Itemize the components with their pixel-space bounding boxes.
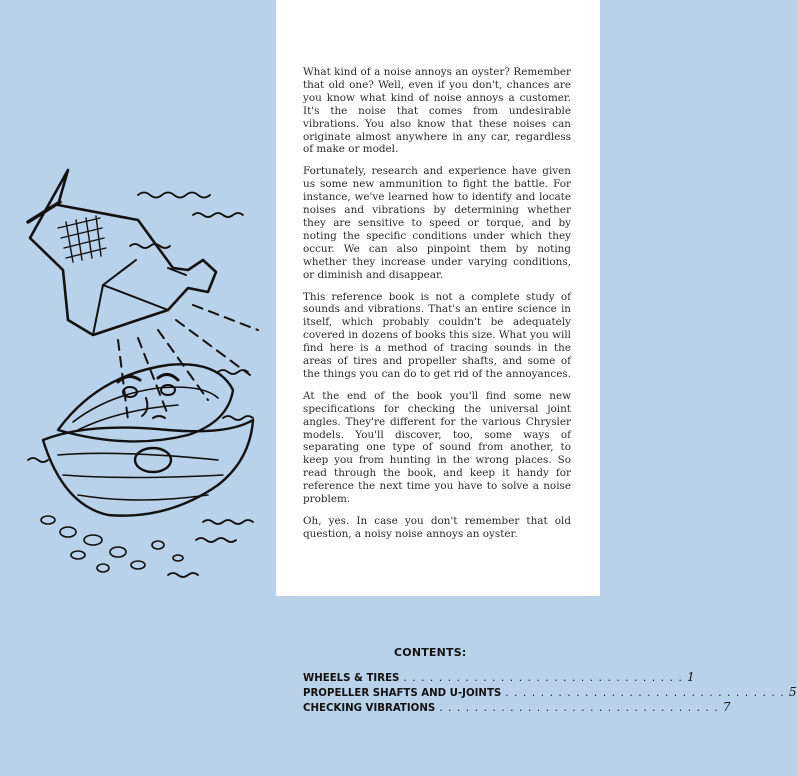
paragraph: Oh, yes. In case you don't remember that old question, a noisy noise annoys an oyster. <box>303 515 571 540</box>
toc-item-label: PROPELLER SHAFTS AND U-JOINTS <box>303 688 502 699</box>
toc-leader-dots: . . . . . . . . . . . . . . . . . . . . . . . . . . . . . . . . <box>505 688 785 699</box>
toc-item-checking-vibrations[interactable] <box>303 700 731 715</box>
toc-item-page: 1 <box>687 670 695 684</box>
paragraph: This reference book is not a complete study of sounds and vibrations. That's an entire science in itself, which probably couldn't be adequately covered in dozens of books this size. What you will find here is a method of tracing sounds in the areas of tires and propeller shafts, and some of the things you can do to get rid of the annoyances. <box>303 290 572 380</box>
toc-leader-dots: . . . . . . . . . . . . . . . . . . . . . . . . . . . . . . . . <box>439 703 719 714</box>
toc-item-page: 7 <box>722 700 731 714</box>
cartoon-oyster-illustration <box>18 160 270 590</box>
toc-item-label: CHECKING VIBRATIONS <box>303 703 436 714</box>
toc-item-wheels-tires[interactable] <box>303 670 695 685</box>
toc-item-page: 5 <box>788 685 797 699</box>
toc-item-label: WHEELS & TIRES <box>303 673 400 684</box>
paragraph: At the end of the book you'll find some new specifications for checking the universal joint angles. They're different for the various Chrysler models. You'll discover, too, some ways of separating one type of sound from another, to keep you from hunting in the wrong places. So read through the book, and keep it handy for reference the next time you have to solve a noise problem. <box>303 389 571 506</box>
table-of-contents <box>303 670 797 715</box>
toc-item-propeller-shafts[interactable] <box>303 685 797 700</box>
intro-text <box>303 66 571 550</box>
toc-leader-dots: . . . . . . . . . . . . . . . . . . . . . . . . . . . . . . . . <box>403 673 683 684</box>
contents-title: CONTENTS: <box>394 646 467 659</box>
paragraph: Fortunately, research and experience have given us some new ammunition to fight the battle. For instance, we've learned how to identify and locate noises and vibrations by determining whether they are sensitive to speed or torque, and by noting the specific conditions under which they occur. We can also pinpoint them by noting whether they increase under varying conditions, or diminish and disappear. <box>303 165 571 281</box>
paragraph: What kind of a noise annoys an oyster? Remember that old one? Well, even if you don't, chances are you know what kind of noise annoys a customer. It's the noise that comes from undesirable vibrations. You also know that these noises can originate almost anywhere in any car, regardless of make or model. <box>303 66 571 156</box>
